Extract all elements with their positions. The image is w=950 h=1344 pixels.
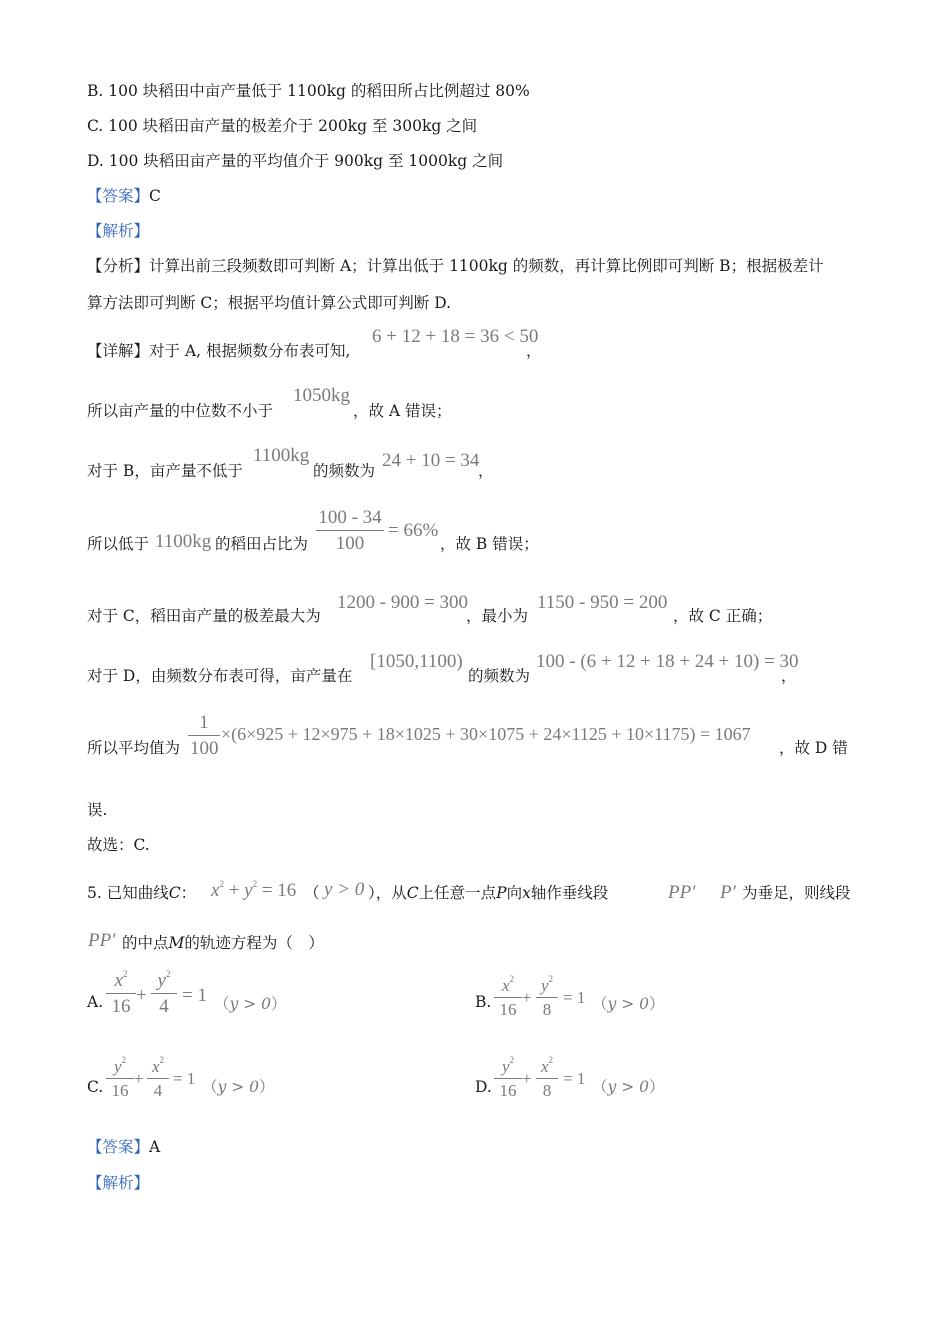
q5-option-a-frac-2: [151, 970, 177, 1016]
q5-option-a-frac-1: [106, 970, 136, 1016]
q5-analysis-tag: 【解析】: [87, 1174, 150, 1192]
q5-d-pl: （: [592, 1078, 608, 1096]
q5-m: M: [168, 934, 185, 952]
fenxi-tag: 【分析】: [87, 257, 150, 275]
q5-c-cond-text: y > 0: [217, 1078, 259, 1096]
q5-pp2-text: PP′: [88, 930, 116, 951]
q5-option-b-label: B.: [475, 993, 492, 1011]
avg-pre: 所以平均值为: [87, 739, 181, 757]
q5-c-rhs: = 1: [173, 1069, 196, 1088]
q5-cond-text: y > 0: [324, 879, 365, 900]
q5-a-rhs: = 1: [182, 985, 207, 1006]
avg-math: ×(6×925 + 12×975 + 18×1025 + 30×1075 + 24×1125 + 10×1175) = 1067: [221, 724, 751, 744]
answer-line: [87, 189, 161, 205]
ratio-numerator: 100 - 34: [318, 507, 382, 528]
q5-foot-text: P′: [720, 882, 736, 903]
avg-post: ，故 D 错: [779, 739, 848, 757]
q5-line-1: [87, 886, 196, 902]
q5-option-c-label: C.: [87, 1078, 104, 1096]
q5-a-sq1: 2: [122, 969, 128, 979]
q5-c-n2: x: [151, 1057, 160, 1076]
q5-colon: ：: [180, 884, 197, 902]
q5-line2-a: 的中点: [122, 934, 169, 952]
c-mid: ，最小为: [466, 607, 529, 625]
ratio-result: = 66%: [388, 520, 439, 541]
q5-b-d1: 16: [494, 997, 522, 1018]
q5-b-plus: +: [522, 988, 532, 1007]
q5-d-sq1: 2: [509, 1055, 515, 1065]
q5-d-rhs: = 1: [563, 1069, 586, 1088]
q5-sq-2: 2: [252, 879, 258, 889]
q5-pp-text: PP′: [668, 882, 696, 903]
d-math-2: 100 - (6 + 12 + 18 + 24 + 10) = 30: [536, 651, 799, 672]
q5-a-cond: [214, 997, 287, 1013]
q5-eq-rhs: = 16: [257, 880, 297, 901]
q5-a-n1: x: [114, 970, 123, 991]
q5-option-b-frac-1: [494, 975, 522, 1018]
q5-a-n2: y: [157, 970, 166, 991]
q5-c-pr: ）: [258, 1078, 275, 1096]
q5-toward: 向: [506, 884, 523, 902]
q5-b-rhs: = 1: [563, 988, 586, 1007]
q5-b-cond: [592, 997, 665, 1013]
q5-option-d-label: D.: [475, 1078, 492, 1096]
q5-c-n1: y: [113, 1057, 122, 1076]
q5-d-d2: 8: [536, 1078, 558, 1099]
q5-b-n2: y: [540, 976, 549, 995]
q5-sq-1: 2: [219, 879, 224, 889]
b-math-1: 1100kg: [253, 445, 310, 466]
q5-option-b-frac-2: [536, 975, 558, 1018]
avg-fraction: [188, 713, 220, 758]
q5-d-d1: 16: [494, 1078, 522, 1099]
q5-a-cond-text: y > 0: [229, 995, 271, 1013]
q5-answer-tag: 【答案】: [87, 1138, 150, 1156]
q5-option-c-frac-2: [147, 1056, 169, 1099]
avg-numerator: 1: [199, 712, 209, 733]
median-post: ，故 A 错误；: [353, 402, 452, 420]
q5-a-pr: ）: [270, 995, 287, 1013]
q5-a-d1: 16: [106, 993, 136, 1016]
q5-on: 上任意一点: [418, 884, 497, 902]
q5-b-d2: 8: [536, 997, 558, 1018]
q5-b-n1: x: [501, 976, 510, 995]
q5-option-d-frac-1: [494, 1056, 522, 1099]
detail-a-text: 对于 A, 根据频数分布表可知,: [149, 342, 351, 360]
q5-pp: [668, 883, 695, 902]
median-math: 1050kg: [293, 385, 350, 406]
d-math-1: [1050,1100): [370, 651, 463, 672]
ratio-post: ，故 B 错误；: [440, 535, 539, 553]
q5-d-pr: ）: [648, 1078, 665, 1096]
detail-tag: 【详解】: [87, 342, 150, 360]
q5-b-cond-text: y > 0: [607, 995, 649, 1013]
q5-d-plus: +: [522, 1069, 532, 1088]
q5-number: 5. 已知曲线: [87, 884, 169, 902]
q5-d-cond: [592, 1080, 665, 1096]
b-mid: 的频数为: [313, 462, 376, 480]
q5-b-sq2: 2: [548, 974, 554, 984]
q5-a-sq2: 2: [165, 969, 171, 979]
d-mid: 的频数为: [468, 667, 531, 685]
q5-c-cond: [202, 1080, 275, 1096]
q5-c-sq2: 2: [159, 1055, 165, 1065]
q5-a-plus: +: [136, 985, 147, 1006]
q5-line1-rest: [368, 886, 608, 902]
q5-d-n2: x: [540, 1057, 549, 1076]
q5-c-d1: 16: [106, 1078, 134, 1099]
q5-option-c-frac-1: [106, 1056, 134, 1099]
q5-b-sq1: 2: [509, 974, 515, 984]
q5-c-d2: 4: [147, 1078, 169, 1099]
q5-axis-text: 轴作垂线段: [530, 884, 609, 902]
q5-paren-r: ）: [368, 884, 376, 902]
q5-line2-b: 的轨迹方程为（ ）: [184, 934, 324, 952]
answer-value: C: [149, 187, 161, 205]
detail-a-math: 6 + 12 + 18 = 36 < 50: [372, 326, 539, 347]
detail-a-comma: ，: [526, 342, 542, 360]
median-pre: 所以亩产量的中位数不小于: [87, 402, 274, 420]
q5-eq-y: y: [244, 880, 253, 901]
q5-option-d-frac-2: [536, 1056, 558, 1099]
q5-c-plus: +: [134, 1069, 144, 1088]
analysis-tag: 【解析】: [87, 222, 150, 240]
b-pre: 对于 B，亩产量不低于: [87, 462, 243, 480]
ratio-denominator: 100: [316, 530, 384, 553]
fenxi-line-1: [87, 259, 824, 275]
q5-d-cond-text: y > 0: [607, 1078, 649, 1096]
d-pre: 对于 D，由频数分布表可得，亩产量在: [87, 667, 353, 685]
q5-answer-value: A: [149, 1138, 161, 1156]
q5-a-pl: （: [214, 995, 230, 1013]
q5-equation: [211, 880, 296, 900]
answer-tag: 【答案】: [87, 187, 150, 205]
q5-a-d2: 4: [151, 993, 177, 1016]
avg-denominator: 100: [188, 735, 220, 758]
option-c-text: C. 100 块稻田亩产量的极差介于 200kg 至 300kg 之间: [87, 117, 478, 135]
ratio-math-1: 1100kg: [155, 531, 212, 552]
q5-foot-desc: 为垂足，则线段: [742, 884, 851, 902]
q5-b-pl: （: [592, 995, 608, 1013]
avg-cont: 误.: [87, 801, 108, 819]
q5-pp-2: [88, 931, 115, 950]
ratio-mid: 的稻田占比为: [215, 535, 309, 553]
option-d-text: D. 100 块稻田亩产量的平均值介于 900kg 至 1000kg 之间: [87, 152, 504, 170]
q5-foot: [720, 883, 736, 902]
d-comma: ，: [781, 667, 797, 685]
q5-after-cond: ，从: [375, 884, 407, 902]
c-math-1: 1200 - 900 = 300: [337, 592, 469, 613]
q5-curve-var: C: [168, 884, 181, 902]
q5-c-pl: （: [202, 1078, 218, 1096]
ratio-fraction: [316, 508, 384, 553]
q5-line-2: [122, 936, 324, 952]
b-comma: ，: [478, 462, 494, 480]
q5-x: x: [522, 884, 531, 902]
detail-a-line: [87, 344, 350, 360]
c-post: ，故 C 正确；: [673, 607, 773, 625]
q5-d-n1: y: [501, 1057, 510, 1076]
q5-paren-l: （: [304, 884, 320, 902]
q5-option-a-label: A.: [87, 993, 104, 1011]
q5-d-sq2: 2: [548, 1055, 554, 1065]
q5-c2: C: [406, 884, 419, 902]
b-math-2: 24 + 10 = 34: [382, 450, 480, 471]
q5-b-pr: ）: [648, 995, 665, 1013]
q5-p: P: [496, 884, 507, 902]
q5-eq-x: x: [211, 880, 220, 901]
q5-cond: [324, 880, 364, 899]
c-math-2: 1150 - 950 = 200: [537, 592, 668, 613]
q5-eq-plus: +: [223, 880, 245, 901]
c-pre: 对于 C，稻田亩产量的极差最大为: [87, 607, 321, 625]
fenxi-text-1: 计算出前三段频数即可判断 A；计算出低于 1100kg 的频数，再计算比例即可判断 B；根据极差计: [149, 257, 824, 275]
q5-c-sq1: 2: [121, 1055, 127, 1065]
q5-answer-line: [87, 1140, 160, 1156]
conclusion: 故选：C.: [87, 836, 150, 854]
fenxi-line-2: 算方法即可判断 C；根据平均值计算公式即可判断 D.: [87, 294, 452, 312]
option-b-text: B. 100 块稻田中亩产量低于 1100kg 的稻田所占比例超过 80%: [87, 82, 530, 100]
ratio-pre: 所以低于: [87, 535, 150, 553]
